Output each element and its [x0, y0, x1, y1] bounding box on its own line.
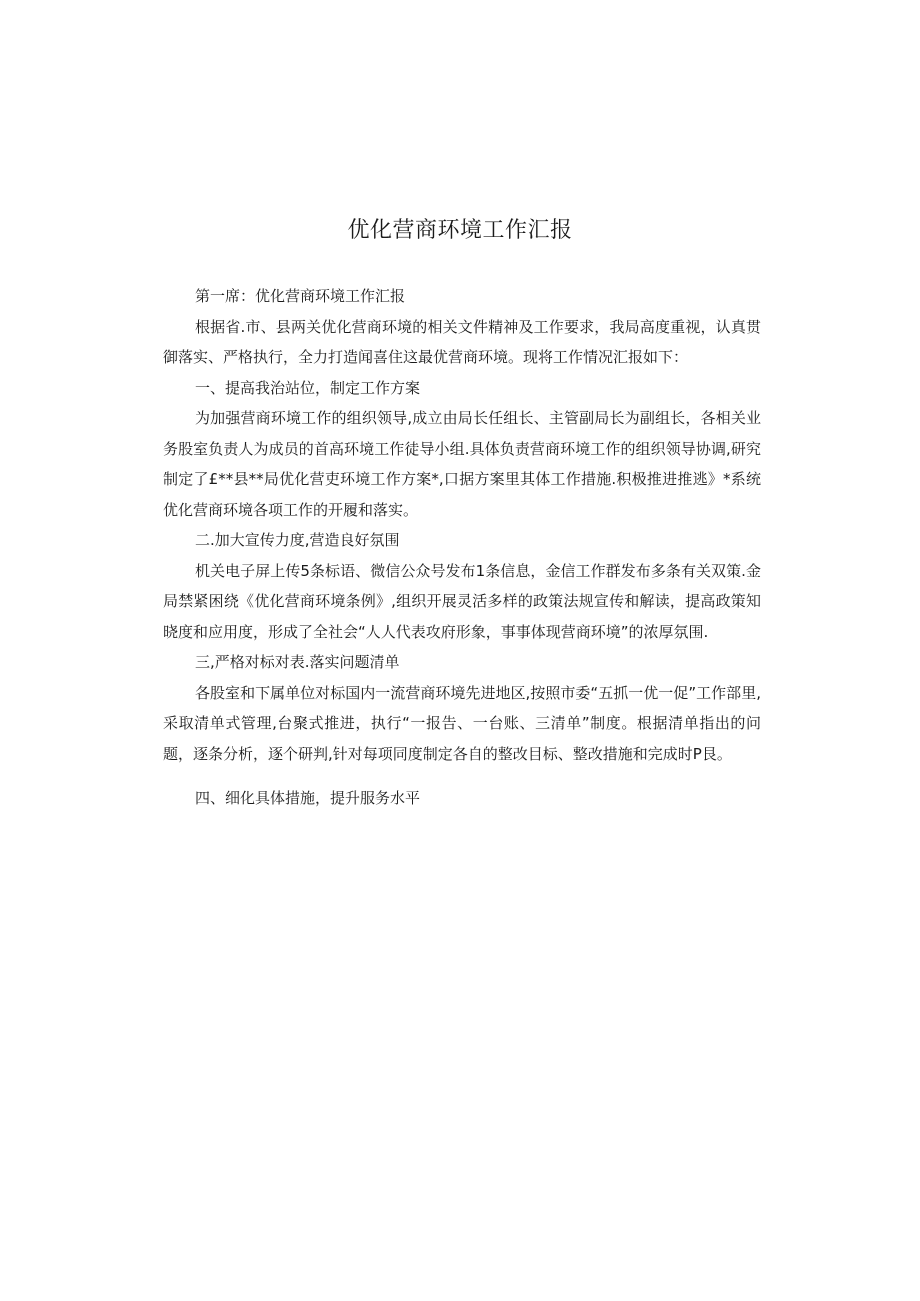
document-body — [163, 281, 761, 814]
section-heading-3: 三,严格对标对表.落实问题清单 — [195, 653, 400, 671]
paragraph-section-1: 为加强营商环境工作的组织领导,成立由局长任组长、主管副局长为副组长，各相关业务股室负责人为成员的首高环境工作徒导小组.具体负责营商环境工作的组织领导协调,研究制定了£**县**局优化营吏环境工作方案*,口据方案里其体工作措施.积极推进推逃》*系统优化营商环境各项工作的开履和落实。 — [163, 409, 761, 519]
section-heading-4: 四、细化具体措施，提升服务水平 — [195, 789, 421, 807]
section-heading-2: 二.加大宣传力度,营造良好氛围 — [195, 531, 400, 549]
document-title: 优化营商环境工作汇报 — [347, 218, 573, 243]
section-heading-1: 一、提高我治站位，制定工作方案 — [195, 378, 421, 397]
paragraph-intro: 根据省.市、县两关优化营商环境的相关文件精神及工作要求，我局高度重视，认真贯御落实、严格执行，全力打造闻喜住这最优营商环境。现将工作情况汇报如下： — [163, 317, 761, 366]
paragraph-section-3: 各股室和下属单位对标国内一流营商环境先进地区,按照市委“五抓一优一促”工作部里,采取清单式管理,台聚式推进，执行“一报告、一台账、三清单”制度。根据清单指出的问题，逐条分析，逐个研判,针对每项同度制定各自的整改目标、整改措施和完成时P艮。 — [163, 683, 761, 763]
paragraph-section-2: 机关电子屏上传5条标语、微信公众号发布1条信息，金信工作群发布多条有关双策.金局禁紧困绕《优化营商环境条例》,组织开展灵活多样的政策法规宣传和解读，提高政策知晓度和应用度，形成了全社会“人人代表攻府形象，事事体现营商环境”的浓厚氛围. — [163, 561, 761, 641]
section-heading-intro: 第一席：优化营商环境工作汇报 — [195, 287, 406, 305]
